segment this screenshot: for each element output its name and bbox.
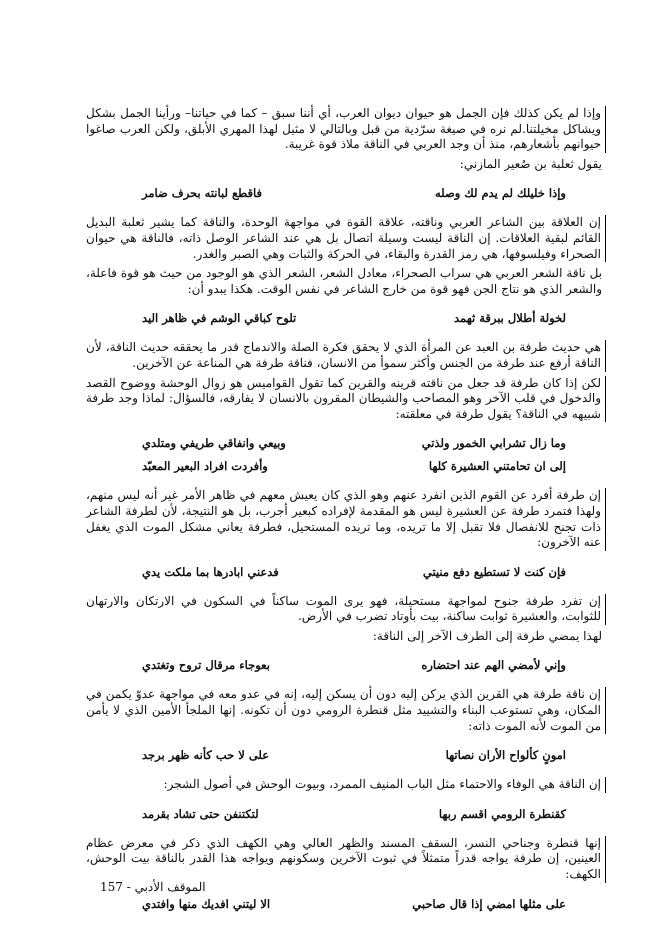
paragraph: إن تفرد طرفة جنوح لمواجهة مستحيلة، فهو يرى الموت ساكناً في السكون في الارتكان والارتهان للثوابت، والعشيرة ثوابت ساكنة، بيت بأوتاد تضرب في الأرض. xyxy=(86,594,606,625)
footer-separator: - xyxy=(122,880,135,894)
article-body xyxy=(86,106,606,912)
verse-first-hemistich: لخولة أطلال ببرقة ثهمد xyxy=(454,311,566,326)
paragraph: وإذا لم يكن كذلك فإن الجمل هو حيوان ديوان العرب، أي أننا سبق – كما في حياتنا– ورأينا الجمل بشكل ويشاكل مخيلتنا.لم نره في صيغة سرّدية من قبل وبالتالي لا مثيل لهذا المهري الأبلق، ولكن العرب صاغوا حيوانهم بأشعارهم، منذ أن وجد العربي في الناقة ملاذ قوة غريبة. xyxy=(86,106,606,153)
verse-line xyxy=(86,897,606,912)
page-number: 157 xyxy=(100,880,123,894)
paragraph: إن طرفة أفرد عن القوم الذين انفرد عنهم وهو الذي كان يعيش معهم في ظاهر الأمر غير أنه ليس منهم، ولهذا فتمرد طرفة عن العشيرة ليس هو المقدمة لإفراده كبعير أجرب، بل هو النتيجة، لأن لطرفة الشاعر ذات تجنح للانفصال فلا تقبل إلا ما تريده، وما تريده المستحيل، فطرفة يعاني مشكل الموت الذي يغفل عنه الآخرون: xyxy=(86,488,606,550)
paragraph: إن الناقة هي الوفاء والاحتماء مثل الباب المنيف الممرد، وبيوت الوحش في أصول الشجر: xyxy=(86,777,606,793)
verse-second-hemistich: فاقطع لبانته بحرف ضامر xyxy=(142,186,263,201)
verse-first-hemistich: فإن كنت لا تستطيع دفع منيتي xyxy=(422,564,566,579)
paragraph: يقول ثعلبة بن صُعير المازني: xyxy=(459,156,602,171)
publication-name: الموقف الأدبي xyxy=(134,880,206,894)
verse-second-hemistich: لتكتنفن حتى تشاد بقرمد xyxy=(142,806,259,821)
verse-line xyxy=(86,459,606,474)
paragraph: إن العلاقة بين الشاعر العربي وناقته، علاقة القوة في مواجهة الوحدة، والناقة كما يشير ثعلبة البديل القائم لبقية العلاقات. إن الناقة ليست وسيلة اتصال بل هي عند الشاعر الوصل ذاته، فالناقة هي حيوان الصحراء وفيلسوفها، هي رمز القدرة والبقاء، في الحركة والثبات وهي الصبر والغدر. xyxy=(86,215,606,262)
verse-first-hemistich: إلى ان تحامتني العشيرة كلها xyxy=(428,459,566,474)
verse-first-hemistich: وإذا خليلك لم يدم لك وصله xyxy=(435,186,566,201)
paragraph: لكن إذا كان طرفة قد جعل من ناقته قرينه والقرين كما تقول القواميس هو زوال الوحشة ووضوح القصد والدخول في قلب الآخر وهو المصاحب والشيطان المقرون بالانسان لا يفارقه، فالسؤال: لماذا وجد طرفة شبيهه في الناقة؟ يقول طرفة في معلقته: xyxy=(86,376,606,423)
paragraph: لهذا يمضي طرفة إلى الطرف الآخر إلى الناقة: xyxy=(372,628,602,643)
verse-first-hemistich: امونٍ كألواح الأران نصاتها xyxy=(445,748,566,763)
verse-first-hemistich: وإني لأمضي الهم عند احتضاره xyxy=(421,658,566,673)
verse-second-hemistich: الا ليتني افديك منها وافتدي xyxy=(142,896,271,911)
verse-line xyxy=(86,565,606,580)
paragraph: إن ناقة طرفة هي القرين الذي يركن إليه دون أن يسكن إليه، إنه في عدو معه في مواجهة عدوّ يكمن في المكان، وهي تستوعب البناء والتشييد مثل قنطرة الرومي دون أن تكونه. إنها الملجأ الأمين الذي لا يأمن من الموت لأنه الموت ذاته: xyxy=(86,687,606,734)
verse-line xyxy=(86,807,606,822)
verse-second-hemistich: تلوح كباقي الوشم في ظاهر اليد xyxy=(142,311,297,326)
paragraph: بل ناقة الشعر العربي هي سراب الصحراء، معادل الشعر، الشعر الذي هو الوجود من حيث هو قوة فاعلة، والشعر الذي هو نتاج الجن فهو قوة من خارج الشاعر في نفس الوقت. هكذا يبدو أن: xyxy=(86,266,602,296)
verse-second-hemistich: بعوجاء مرقال تروح وتغتدي xyxy=(142,658,270,673)
verse-second-hemistich: وبيعي وانفاقي طريفي ومتلدي xyxy=(142,436,286,451)
paragraph: إنها قنطرة وجناحي النسر، السقف المسند والظهر العالي وهي الكهف الذي ذكر في معرض عظام العينين، إن طرفة يواجه قدراً متمثلاً في ثبوت الآخرين وسكونهم ويواجه هذا القدر بالناقة بيت الوحش، الكهف: xyxy=(86,836,606,883)
verse-second-hemistich: فدعني ابادرها بما ملكت يدي xyxy=(142,564,279,579)
paragraph: هي حديث طرفة بن العبد عن المرأة الذي لا يحقق فكرة الصلة والاندماج قدر ما يحققه حديث الناقة، لأن الناقة أرفع عند طرفة من الجنس وأكثر سموأ من الانسان، فناقة طرفة هي المناعة عن الآخرين. xyxy=(86,340,606,371)
verse-line xyxy=(86,186,606,201)
verse-first-hemistich: على مثلها امضي إذا قال صاحبي xyxy=(412,896,566,911)
verse-line xyxy=(86,311,606,326)
verse-line xyxy=(86,748,606,763)
page-footer xyxy=(100,880,206,894)
verse-second-hemistich: على لا حب كأنه ظهر برجد xyxy=(142,748,270,763)
verse-first-hemistich: وما زال تشرابي الخمور ولذتي xyxy=(421,436,566,451)
verse-second-hemistich: وأفردت افراد البعير المعبّد xyxy=(142,459,268,474)
verse-line xyxy=(86,658,606,673)
verse-first-hemistich: كقنطرة الرومي اقسم ربها xyxy=(438,806,566,821)
verse-line xyxy=(86,436,606,451)
